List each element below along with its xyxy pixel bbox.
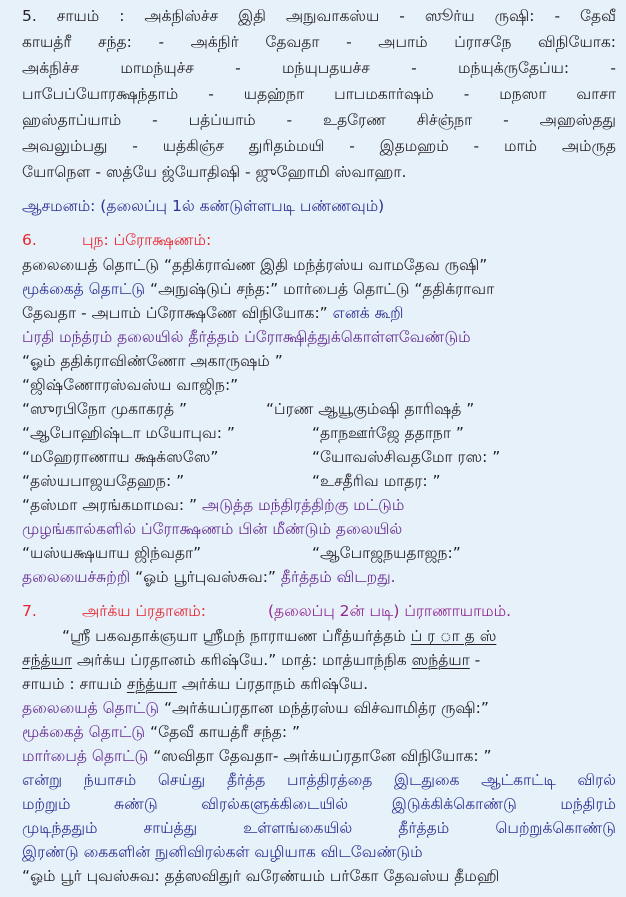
section5-line-1: 5. சாயம் : அக்நிஸ்ச்ச இதி அநுவாகஸ்ய - ஸூர்ய ருஷி: - தேவீ: [22, 7, 616, 25]
section7-line-9: முடிந்ததும் சாய்த்து உள்ளங்கையில் தீர்த்தம் பெற்றுக்கொண்டு: [22, 819, 616, 837]
mantra-pair-1: [22, 397, 616, 421]
section7-line-4: [22, 696, 616, 720]
section7-ref: (தலைப்பு 2ன் படி) ப்ராணாயாமம்.: [268, 602, 512, 620]
mantra-right: “ப்ரண ஆயூகும்ஷி தாரிஷத் ”: [266, 400, 475, 418]
section7-line-6: [22, 744, 616, 768]
section6-line-6: “ஜிஷ்ணோரஸ்வஸ்ய வாஜிந:”: [22, 376, 239, 394]
head-instruction: தலையைத் தொட்டு: [22, 699, 164, 717]
sandhya-word-3: சந்த்யா: [126, 675, 177, 693]
sayam-label: சாயம் : சாயம்: [22, 675, 127, 693]
section5-line-4: பாபேப்யோரக்ஷந்தாம் - யதஹ்நா பாபமகார்ஷம் - மநஸா வாசா: [22, 85, 616, 103]
section6-line-4: ப்ரதி மந்த்ரம் தலையில் தீர்த்தம் ப்ரோக்ஷித்துக்கொள்ளவேண்டும்: [22, 328, 471, 346]
devata-viniyoga: தேவதா - அபாம் ப்ரோக்ஷணே விநியோக:”: [22, 304, 328, 322]
saying-note: எனக் கூறி: [327, 304, 404, 322]
mantra-right: “உசதீரிவ மாதர: ”: [312, 472, 441, 490]
section7-line-11: “ஓம் பூர் புவஸ்சுவ: தத்ஸவிதுர் வரேண்யம் பர்கோ தேவஸ்ய தீமஹி: [22, 867, 500, 885]
section6-line-1: தலையைத் தொட்டு “ததிக்ராவ்ண இதி மந்த்ரஸ்ய வாமதேவ ருஷி”: [22, 256, 488, 274]
apo-mantra: “ஆபோஜநயதாஜந:”: [312, 544, 461, 562]
section6-line-13: [22, 541, 616, 565]
section6-line-12: முழங்கால்களில் ப்ரோக்ஷணம் பின் மீண்டும் தலையில்: [22, 520, 403, 538]
bhurbhuva-mantra: “ஓம் பூர்புவஸ்சுவ:”: [135, 568, 276, 586]
yasya-mantra: “யஸ்யக்ஷயாய ஜிந்வதா”: [22, 544, 202, 562]
achamanam-note: ஆசமனம்: (தலைப்பு 1ல் கண்டுள்ளபடி பண்ணவும்): [22, 197, 385, 215]
chest-instruction-7: மார்பைத் தொட்டு: [22, 747, 154, 765]
section6-line-5: “ஓம் ததிக்ராவிண்ணோ அகாருஷம் ”: [22, 352, 283, 370]
mantra-right: “யோவஸ்சிவதமோ ரஸ: ”: [312, 448, 501, 466]
mantra-pair-3: [22, 445, 616, 469]
section7-line-2: [22, 648, 616, 672]
section7-number: 7.: [22, 602, 37, 620]
anushtup-chandah: “அநுஷ்டுப் சந்த:”: [150, 280, 279, 298]
section6-title: புந: ப்ரோக்ஷணம்:: [82, 231, 212, 249]
rishi-mantra: “அர்க்யப்ரதான மந்த்ரஸ்ய விச்வாமித்ர ருஷி:”: [163, 699, 489, 717]
section5-line-3: அக்நிச்ச மாமந்யுச்ச - மந்யுபதயச்ச - மந்யுக்ருதேப்ய: -: [22, 59, 616, 77]
sandhya-word-2: ஸந்த்யா: [411, 651, 470, 669]
mantra-right: “தாநஊர்ஜே ததாநா ”: [312, 424, 464, 442]
nose-instruction: மூக்கைத் தொட்டு: [22, 280, 151, 298]
mantra-left: “ஆபோஹிஷ்டா மயோபுவ: ”: [22, 424, 235, 442]
section5-line-5: ஹஸ்தாப்யாம் - பத்ப்யாம் - உதரேண சிச்ஞ்நா - அஹஸ்தது: [22, 111, 616, 129]
section7-line-8: மற்றும் சுண்டு விரல்களுக்கிடையில் இடுக்கிக்கொண்டு மந்திரம்: [22, 795, 616, 813]
devata-mantra: “ஸவிதா தேவதா- அர்க்யப்ரதானே விநியோக: ”: [153, 747, 492, 765]
section7-line-1: [62, 624, 616, 648]
section6-heading: [22, 228, 616, 252]
chest-instruction: மார்பைத் தொட்டு “ததிக்ராவா: [278, 280, 495, 298]
tasma-mantra: “தஸ்மா அரங்கமாமவ: ”: [22, 496, 198, 514]
pratah-word: ப் ர ா த ஸ்: [410, 627, 497, 645]
nose-instruction-7: மூக்கைத் தொட்டு: [22, 723, 151, 741]
mantra-left: “மஹேராணாய க்ஷக்ஸஸே”: [22, 448, 219, 466]
section7-line-7: என்று ந்யாசம் செய்து தீர்த்த பாத்திரத்தை இடதுகை ஆட்காட்டி விரல்: [22, 771, 616, 789]
section5-line-7: யோநௌ - ஸத்யே ஜ்யோதிஷி - ஜுஹோமி ஸ்வாஹா.: [22, 163, 407, 181]
head-circle-instruction: தலையைச்சுற்றி: [22, 568, 136, 586]
sankalpa-start: “ஸ்ரீ பகவதாக்ஞயா ஸ்ரீமந் நாராயண ப்ரீத்யர்த்தம்: [62, 627, 411, 645]
mantra-pair-4: [22, 469, 616, 493]
sandhya-word: சந்த்யா: [22, 651, 73, 669]
sankalpa-mid: அர்க்ய ப்ரதானம் கரிஷ்யே.” மாத்: மாத்யாந்நிக: [72, 651, 412, 669]
section6-line-11: [22, 493, 616, 517]
section6-line-3: [22, 301, 616, 325]
section5-line-6: அவலும்பது - யத்கிஞ்ச துரிதம்மயி - இதமஹம் - மாம் அம்ருத: [22, 137, 616, 155]
chandas-mantra: “தேவீ காயத்ரீ சந்த: ”: [150, 723, 301, 741]
mantra-left: “ஸுரபிநோ முகாகரத் ”: [22, 400, 188, 418]
section7-line-5: [22, 720, 616, 744]
section7-heading: [22, 599, 616, 623]
section6-number: 6.: [22, 231, 37, 249]
section5-line-2: காயத்ரீ சந்த: - அக்நிர் தேவதா - அபாம் ப்ராசநே விநியோக:: [22, 33, 616, 51]
mantra-pair-2: [22, 421, 616, 445]
water-note: தீர்த்தம் விடறது.: [275, 568, 396, 586]
sankalpa-end: அர்க்ய ப்ரதாநம் கரிஷ்யே.: [176, 675, 369, 693]
section7-line-3: [22, 672, 616, 696]
mantra-left: “தஸ்யபாஜயதேஹந: ”: [22, 472, 185, 490]
section7-title: அர்க்ய ப்ரதானம்:: [82, 602, 206, 620]
section7-line-10: இரண்டு கைகளின் நுனிவிரல்கள் வழியாக விடவேண்டும்: [22, 843, 423, 861]
next-mantra-note: அடுத்த மந்திரத்திற்கு மட்டும்: [197, 496, 405, 514]
section6-line-2: [22, 277, 616, 301]
dash: -: [469, 651, 481, 669]
section6-line-14: [22, 565, 616, 589]
